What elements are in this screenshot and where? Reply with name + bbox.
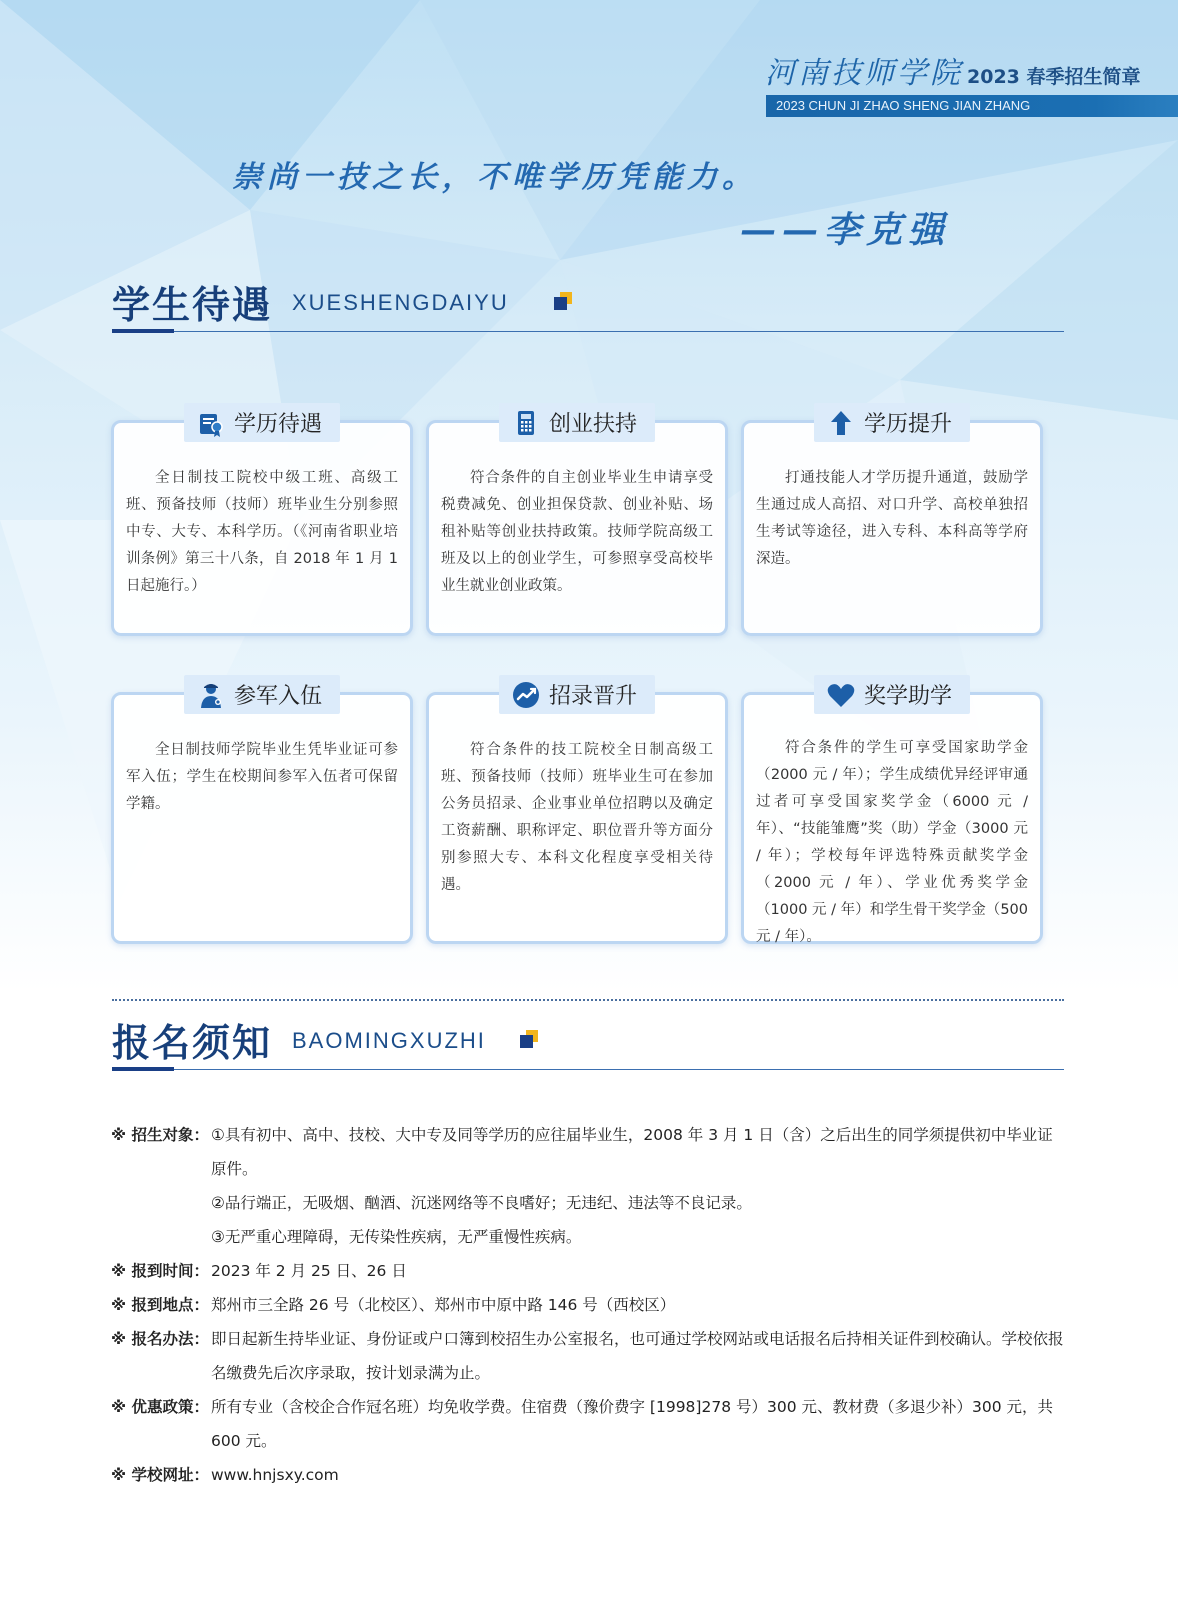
card-text: 符合条件的学生可享受国家助学金（2000 元 / 年）；学生成绩优异经评审通过者可享受国家奖学金（6000 元 / 年）、“技能雏鹰”奖（助）学金（3000 元 / 年）；学校每年评选特殊贡献奖学金（2000 元 / 年）、学业优秀奖学金（1000 元 / 年）和学生骨干奖学金（500 元 / 年）。 <box>756 740 1028 945</box>
info-line: ②品行端正，无吸烟、酗酒、沉迷网络等不良嗜好；无违纪、违法等不良记录。 <box>211 1194 752 1212</box>
arrow-up-icon <box>826 408 856 438</box>
section-title-en: XUESHENGDAIYU <box>292 290 509 315</box>
section-heading-student-benefits <box>112 274 1064 334</box>
card-title: 创业扶持 <box>548 412 638 437</box>
divider-line <box>112 1069 1064 1070</box>
brochure-title: 2023 春季招生简章 <box>967 66 1141 88</box>
info-row-target <box>111 1118 1066 1254</box>
dotted-divider <box>112 999 1064 1001</box>
card-title: 学历提升 <box>863 412 953 437</box>
card-military-enlistment <box>111 684 413 944</box>
card-tab <box>184 675 340 714</box>
info-line: ③无严重心理障碍，无传染性疾病，无严重慢性疾病。 <box>211 1228 582 1246</box>
card-text: 符合条件的技工院校全日制高级工班、预备技师（技师）班毕业生可在参加公务员招录、企业事业单位招聘以及确定工资薪酬、职称评定、职位晋升等方面分别参照大专、本科文化程度享受相关待遇。 <box>441 742 713 893</box>
divider-line <box>112 331 1064 332</box>
info-row-registration-method <box>111 1322 1066 1390</box>
card-tab <box>814 403 970 442</box>
school-name: 河南技师学院 <box>765 56 963 91</box>
info-row-policy <box>111 1390 1066 1458</box>
info-row-report-time <box>111 1254 1066 1288</box>
info-key: ※ 报到地点： <box>111 1296 209 1314</box>
decorative-square-icon <box>520 1030 538 1048</box>
card-tab <box>499 403 655 442</box>
info-line: 2023 年 2 月 25 日、26 日 <box>211 1262 407 1280</box>
card-tab <box>184 403 340 442</box>
info-key: ※ 优惠政策： <box>111 1398 209 1416</box>
divider-accent <box>112 329 174 333</box>
section-title-zh: 学生待遇 <box>112 283 273 327</box>
heart-icon <box>826 680 856 710</box>
info-line: 所有专业（含校企合作冠名班）均免收学费。住宿费（豫价费字 [1998]278 号）300 元、教材费（多退少补）300 元，共 600 元。 <box>211 1398 1054 1450</box>
info-line: ①具有初中、高中、技校、大中专及同等学历的应往届毕业生，2008 年 3 月 1 日（含）之后出生的同学须提供初中毕业证原件。 <box>211 1126 1053 1178</box>
card-title: 奖学助学 <box>863 684 953 709</box>
decorative-square-icon <box>554 292 572 310</box>
card-text: 全日制技师学院毕业生凭毕业证可参军入伍；学生在校期间参军入伍者可保留学籍。 <box>126 742 398 812</box>
growth-chart-icon <box>511 680 541 710</box>
calculator-icon <box>511 408 541 438</box>
card-title: 参军入伍 <box>233 684 323 709</box>
card-degree-upgrade <box>741 412 1043 636</box>
card-text: 全日制技工院校中级工班、高级工班、预备技师（技师）班毕业生分别参照中专、大专、本科学历。（《河南省职业培训条例》第三十八条，自 2018 年 1 月 1 日起施行。） <box>126 470 398 594</box>
card-title: 学历待遇 <box>233 412 323 437</box>
certificate-icon <box>196 408 226 438</box>
info-key: ※ 学校网址： <box>111 1466 209 1484</box>
info-row-website <box>111 1458 1066 1492</box>
card-entrepreneurship <box>426 412 728 636</box>
card-education-benefit <box>111 412 413 636</box>
card-text: 符合条件的自主创业毕业生申请享受税费减免、创业担保贷款、创业补贴、场租补贴等创业扶持政策。技师学院高级工班及以上的创业学生，可参照享受高校毕业生就业创业政策。 <box>441 470 713 594</box>
registration-info-list <box>111 1118 1066 1492</box>
info-row-report-location <box>111 1288 1066 1322</box>
section-title-zh: 报名须知 <box>112 1021 273 1065</box>
divider-accent <box>112 1067 174 1071</box>
soldier-icon <box>196 680 226 710</box>
section-heading-registration <box>112 1012 1064 1072</box>
card-title: 招录晋升 <box>548 684 638 709</box>
card-recruitment-promotion <box>426 684 728 944</box>
quote-text: 崇尚一技之长，不唯学历凭能力。 <box>232 160 757 195</box>
card-tab <box>499 675 655 714</box>
card-text: 打通技能人才学历提升通道，鼓励学生通过成人高招、对口升学、高校单独招生考试等途径，进入专科、本科高等学府深造。 <box>756 470 1028 567</box>
website-link[interactable]: www.hnjsxy.com <box>211 1466 339 1484</box>
info-key: ※ 报名办法： <box>111 1330 209 1348</box>
section-title-en: BAOMINGXUZHI <box>292 1028 486 1053</box>
info-key: ※ 报到时间： <box>111 1262 209 1280</box>
info-line: 郑州市三全路 26 号（北校区）、郑州市中原中路 146 号（西校区） <box>211 1296 676 1314</box>
pinyin-banner: 2023 CHUN JI ZHAO SHENG JIAN ZHANG <box>766 95 1178 117</box>
info-line: 即日起新生持毕业证、身份证或户口簿到校招生办公室报名，也可通过学校网站或电话报名后持相关证件到校确认。学校依报名缴费先后次序录取，按计划录满为止。 <box>211 1330 1064 1382</box>
brand-header <box>765 48 1141 92</box>
quote-author: ——李克强 <box>740 209 951 251</box>
card-tab <box>814 675 970 714</box>
info-key: ※ 招生对象： <box>111 1126 209 1144</box>
card-scholarship <box>741 684 1043 945</box>
